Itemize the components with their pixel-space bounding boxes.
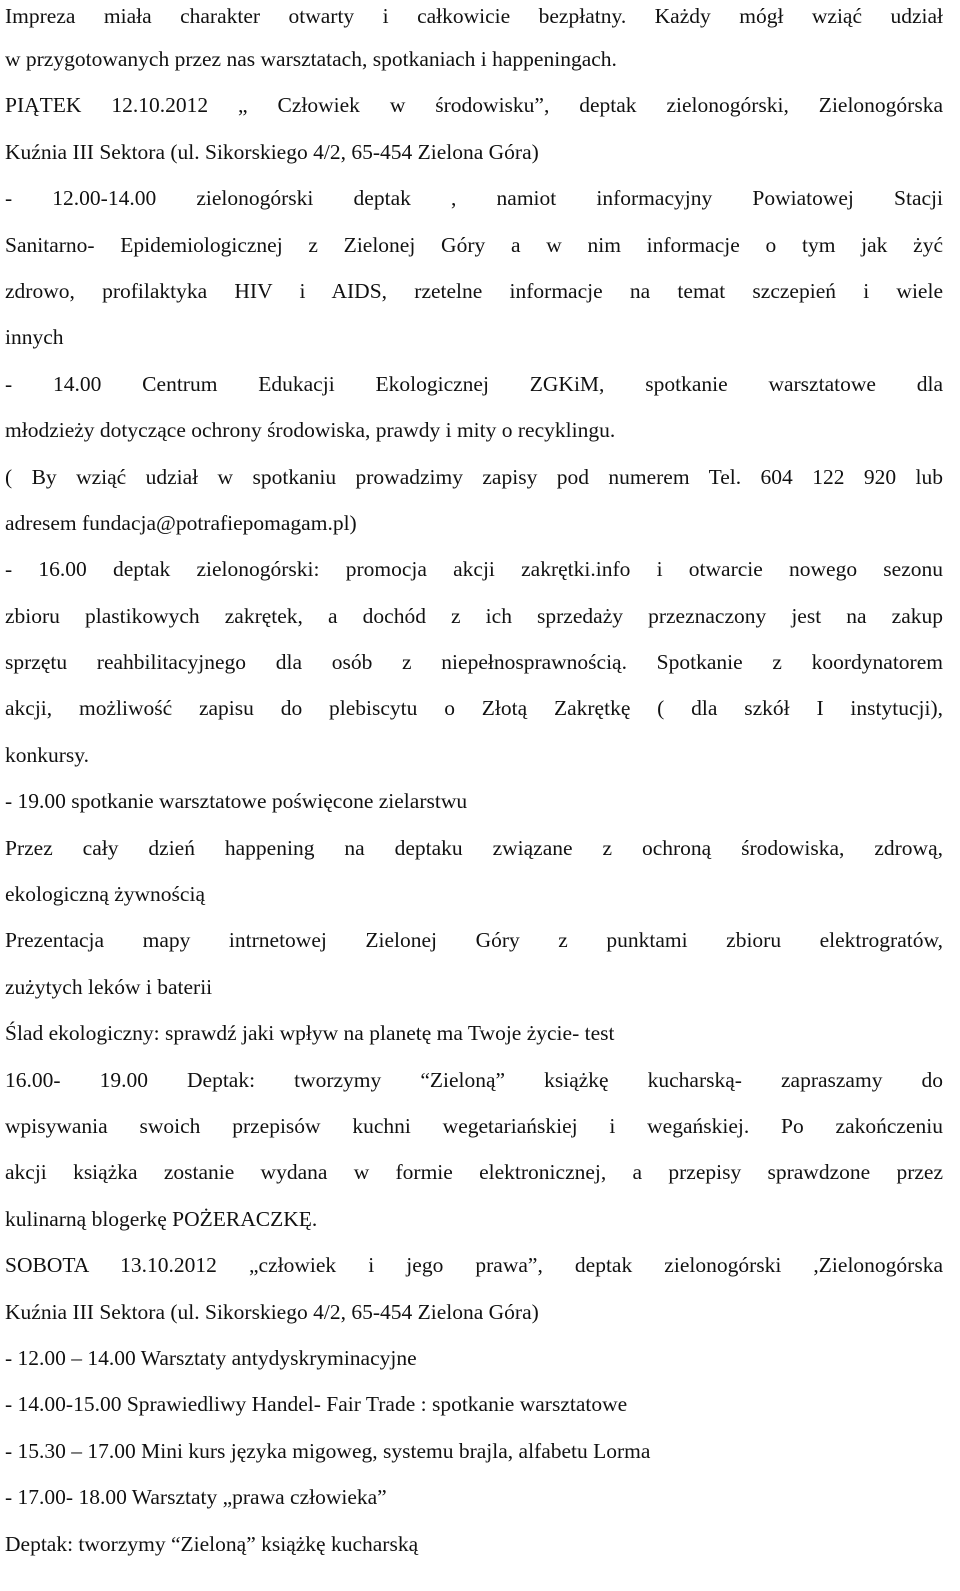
text-line: Sanitarno- Epidemiologicznej z Zielonej Góry a w nim informacje o tym jak żyć (5, 232, 943, 257)
text-line: ekologiczną żywnością (5, 882, 205, 907)
text-line: adresem fundacja@potrafiepomagam.pl) (5, 510, 357, 535)
text-line: Przez cały dzień happening na deptaku związane z ochroną środowiska, zdrową, (5, 835, 943, 860)
text-line: akcji książka zostanie wydana w formie elektronicznej, a przepisy sprawdzone przez (5, 1160, 943, 1185)
text-line: innych (5, 325, 64, 350)
text-line: Impreza miała charakter otwarty i całkowicie bezpłatny. Każdy mógł wziąć udział (5, 4, 943, 28)
text-line: Kuźnia III Sektora (ul. Sikorskiego 4/2, 65-454 Zielona Góra) (5, 139, 539, 164)
text-line: wpisywania swoich przepisów kuchni wegetariańskiej i wegańskiej. Po zakończeniu (5, 1113, 943, 1138)
text-line: Deptak: tworzymy “Zieloną” książkę kucharską (5, 1531, 419, 1556)
text-line: w przygotowanych przez nas warsztatach, spotkaniach i happeningach. (5, 47, 617, 71)
text-line: - 15.30 – 17.00 Mini kurs języka migoweg, systemu brajla, alfabetu Lorma (5, 1438, 651, 1463)
text-line: - 19.00 spotkanie warsztatowe poświęcone zielarstwu (5, 789, 468, 814)
text-line: 16.00- 19.00 Deptak: tworzymy “Zieloną” książkę kucharską- zapraszamy do (5, 1067, 943, 1092)
text-line: młodzieży dotyczące ochrony środowiska, prawdy i mity o recyklingu. (5, 418, 616, 443)
text-line: konkursy. (5, 742, 90, 767)
text-line: - 16.00 deptak zielonogórski: promocja akcji zakrętki.info i otwarcie nowego sezonu (5, 557, 943, 582)
text-line: - 14.00 Centrum Edukacji Ekologicznej ZGKiM, spotkanie warsztatowe dla (5, 371, 943, 396)
text-line: zbioru plastikowych zakrętek, a dochód z ich sprzedaży przeznaczony jest na zakup (5, 603, 943, 628)
text-line: Ślad ekologiczny: sprawdź jaki wpływ na planetę ma Twoje życie- test (5, 1021, 615, 1046)
text-line: - 12.00-14.00 zielonogórski deptak , namiot informacyjny Powiatowej Stacji (5, 186, 943, 211)
text-line: sprzętu reahbilitacyjnego dla osób z niepełnosprawnością. Spotkanie z koordynatorem (5, 650, 943, 675)
document-page (5, 0, 943, 1574)
text-line: Prezentacja mapy intrnetowej Zielonej Góry z punktami zbioru elektrogratów, (5, 928, 943, 953)
text-line: - 14.00-15.00 Sprawiedliwy Handel- Fair Trade : spotkanie warsztatowe (5, 1392, 628, 1417)
text-line: akcji, możliwość zapisu do plebiscytu o Złotą Zakrętkę ( dla szkół I instytucji), (5, 696, 943, 721)
text-line: - 17.00- 18.00 Warsztaty „prawa człowieka” (5, 1485, 387, 1510)
text-line: zdrowo, profilaktyka HIV i AIDS, rzetelne informacje na temat szczepień i wiele (5, 278, 943, 303)
text-line: zużytych leków i baterii (5, 974, 213, 999)
text-line: ( By wziąć udział w spotkaniu prowadzimy zapisy pod numerem Tel. 604 122 920 lub (5, 464, 943, 489)
text-line: Kuźnia III Sektora (ul. Sikorskiego 4/2, 65-454 Zielona Góra) (5, 1299, 539, 1324)
text-line: SOBOTA 13.10.2012 „człowiek i jego prawa”, deptak zielonogórski ,Zielonogórska (5, 1253, 943, 1278)
text-line: - 12.00 – 14.00 Warsztaty antydyskryminacyjne (5, 1345, 417, 1370)
text-line: PIĄTEK 12.10.2012 „ Człowiek w środowisku”, deptak zielonogórski, Zielonogórska (5, 93, 943, 118)
text-line: kulinarną blogerkę POŻERACZKĘ. (5, 1206, 318, 1231)
